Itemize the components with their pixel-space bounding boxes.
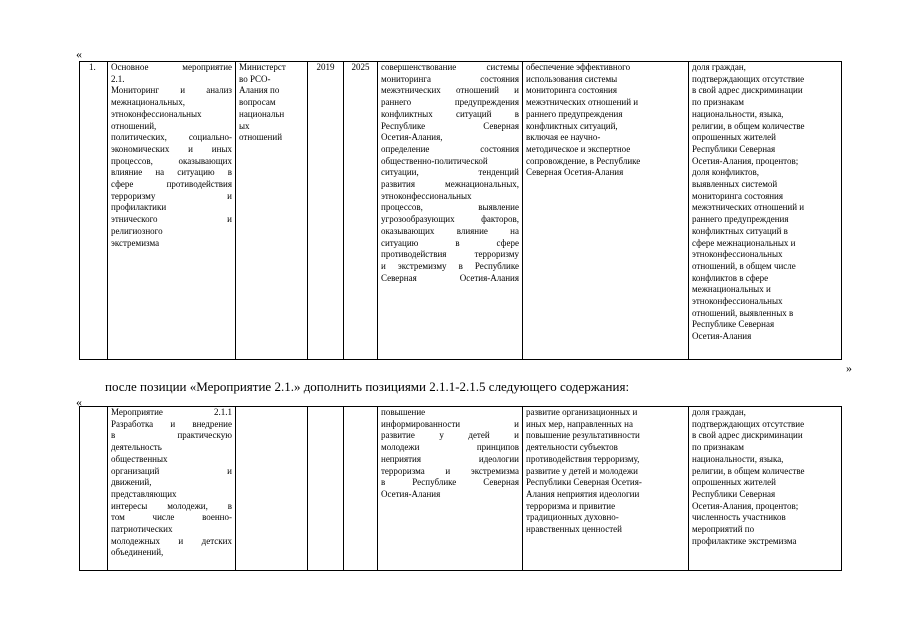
opening-quote-mark: « — [76, 47, 82, 61]
cell-text-line: определение состояния — [381, 143, 519, 154]
cell-text-line: повышение результативности — [526, 430, 640, 441]
cell-text-line: общественных — [111, 453, 168, 464]
cell-text-line: политических, социально- — [111, 132, 232, 143]
cell-text-line: численность участников — [692, 512, 786, 523]
cell-text-line: обеспечение эффективного — [526, 62, 631, 72]
cell-text-line: Министерст — [239, 62, 286, 72]
end-year-cell — [344, 407, 378, 571]
cell-text-line: движений, — [111, 477, 152, 488]
cell-text-line: том числе военно- — [111, 512, 232, 523]
cell-text-line: патриотических — [111, 524, 173, 535]
event-name-cell — [108, 407, 236, 571]
cell-text-line: Алания неприятия идеологии — [526, 488, 640, 499]
cell-text-line: информированности и — [381, 418, 519, 429]
cell-text-line: развития межнациональных, — [381, 179, 519, 190]
cell-text-line: раннего предупреждения — [381, 97, 519, 108]
cell-text-line: ситуацию в сфере — [381, 237, 519, 248]
cell-text-line: методическое и экспертное — [526, 143, 631, 154]
cell-text-line: мероприятий по — [692, 524, 755, 535]
event-name-cell — [108, 62, 236, 360]
cell-text-line: этнического и — [111, 214, 232, 225]
cell-text-line: процессов, выявление — [381, 202, 519, 213]
expected-result-cell — [523, 407, 689, 571]
cell-text-line: доля граждан, — [692, 62, 746, 72]
cell-text-line: религии, в общем количестве — [692, 465, 805, 476]
cell-text-line: терроризма и экстремизма — [381, 465, 519, 476]
cell-text-line: Республики Северная — [692, 143, 776, 154]
cell-text-line: раннего предупреждения — [526, 108, 623, 119]
cell-text-line: отношений, выявленных в — [692, 307, 794, 318]
cell-text-line: межэтнических отношений и — [381, 85, 519, 96]
cell-text-line: религиозного — [111, 225, 163, 236]
expected-result-cell — [523, 62, 689, 360]
cell-text-line: вопросам — [239, 97, 276, 108]
cell-text-line: доля граждан, — [692, 407, 746, 417]
cell-text-line: развитие организационных и — [526, 407, 638, 417]
program-table-added — [79, 406, 842, 571]
cell-text-line: профилактики — [111, 202, 167, 213]
cell-text-line: выявленных системой — [692, 179, 778, 190]
cell-text-line: Осетия-Алания, процентов; — [692, 155, 799, 166]
table-row — [80, 407, 842, 571]
cell-text-line: влияние на ситуацию в — [111, 167, 232, 178]
cell-text-line: развитие у детей и молодежи — [526, 465, 638, 476]
cell-text-line: Осетия-Алания, — [381, 132, 443, 143]
cell-text-line: Северная Осетия-Алания — [381, 272, 519, 283]
indicator-cell — [689, 62, 842, 360]
cell-text-line: профилактике экстремизма — [692, 535, 797, 546]
cell-text-line: неприятия идеологии — [381, 453, 519, 464]
cell-text-line: религии, в общем количестве — [692, 120, 805, 131]
cell-text-line: и экстремизму в Республике — [381, 260, 519, 271]
cell-text-line: Мониторинг и анализ — [111, 85, 232, 96]
executor-cell — [236, 407, 308, 571]
cell-text-line: нравственных ценностей — [526, 524, 622, 535]
cell-text-line: развитие у детей и — [381, 430, 519, 441]
cell-text-line: Республики Северная Осетия- — [526, 477, 642, 488]
cell-text-line: мониторинга состояния — [692, 190, 783, 201]
cell-text-line: опрошенных жителей — [692, 477, 776, 488]
cell-text-line: 2.1. — [111, 73, 125, 84]
cell-text-line: совершенствование системы — [381, 62, 519, 72]
cell-text-line: Осетия-Алания, процентов; — [692, 500, 799, 511]
cell-text-line: общественно-политической — [381, 155, 488, 166]
row-number — [80, 407, 108, 571]
cell-text-line: отношений — [239, 132, 283, 143]
cell-text-line: мониторинга состояния — [381, 73, 519, 84]
cell-text-line: национальности, языка, — [692, 108, 784, 119]
cell-text-line: межнациональных, — [111, 97, 185, 108]
closing-quote-mark: » — [846, 361, 852, 375]
cell-text-line: отношений, — [111, 120, 157, 131]
cell-text-line: Основное мероприятие — [111, 62, 232, 72]
cell-text-line: национальности, языка, — [692, 453, 784, 464]
executor-cell — [236, 62, 308, 360]
cell-text-line: Разработка и внедрение — [111, 418, 232, 429]
cell-text-line: раннего предупреждения — [692, 214, 789, 225]
cell-text-line: этноконфессиональных — [111, 108, 202, 119]
cell-text-line: молодежи принципов — [381, 442, 519, 453]
cell-text-line: Республики Северная — [692, 488, 776, 499]
cell-text-line: конфликтных ситуаций в — [692, 225, 788, 236]
cell-text-line: угрозообразующих факторов, — [381, 214, 519, 225]
cell-text-line: Мероприятие 2.1.1 — [111, 407, 232, 417]
cell-text-line: традиционных духовно- — [526, 512, 619, 523]
cell-text-line: Республике Северная — [381, 120, 519, 131]
start-year-cell — [308, 407, 344, 571]
cell-text-line: оказывающих влияние на — [381, 225, 519, 236]
content-cell — [378, 62, 523, 360]
row-number: 1. — [80, 62, 108, 360]
cell-text-line: экстремизма — [111, 237, 160, 248]
cell-text-line: сопровождение, в Республике — [526, 155, 641, 166]
cell-text-line: деятельность — [111, 442, 162, 453]
end-year-cell: 2025 — [344, 62, 378, 360]
amendment-instruction-text: после позиции «Мероприятие 2.1.» дополнить позициями 2.1.1-2.1.5 следующего содержания: — [105, 379, 630, 394]
cell-text-line: противодействия терроризму, — [526, 453, 640, 464]
cell-text-line: конфликтов в сфере — [692, 272, 769, 283]
cell-text-line: в Республике Северная — [381, 477, 519, 488]
cell-text-line: по признакам — [692, 97, 744, 108]
cell-text-line: мониторинга состояния — [526, 85, 617, 96]
cell-text-line: этноконфессиональных — [692, 249, 783, 260]
cell-text-line: подтверждающих отсутствие — [692, 73, 805, 84]
cell-text-line: в свой адрес дискриминации — [692, 430, 803, 441]
cell-text-line: объединений, — [111, 547, 164, 558]
cell-text-line: ых — [239, 120, 250, 131]
table-row — [80, 62, 842, 360]
cell-text-line: процессов, оказывающих — [111, 155, 232, 166]
cell-text-line: в практическую — [111, 430, 232, 441]
indicator-cell — [689, 407, 842, 571]
cell-text-line: экономических и иных — [111, 143, 232, 154]
cell-text-line: сфере противодействия — [111, 179, 232, 190]
cell-text-line: Осетия-Алания — [692, 331, 752, 342]
cell-text-line: молодежных и детских — [111, 535, 232, 546]
cell-text-line: противодействия терроризму — [381, 249, 519, 260]
cell-text-line: межэтнических отношений и — [692, 202, 805, 213]
cell-text-line: отношений, в общем числе — [692, 260, 796, 271]
cell-text-line: межэтнических отношений и — [526, 97, 639, 108]
cell-text-line: Алания по — [239, 85, 280, 96]
cell-text-line: организаций и — [111, 465, 232, 476]
content-cell — [378, 407, 523, 571]
cell-text-line: повышение — [381, 407, 426, 417]
cell-text-line: подтверждающих отсутствие — [692, 418, 805, 429]
cell-text-line: Северная Осетия-Алания — [526, 167, 624, 178]
cell-text-line: использования системы — [526, 73, 618, 84]
cell-text-line: Осетия-Алания — [381, 488, 441, 499]
cell-text-line: иных мер, направленных на — [526, 418, 633, 429]
cell-text-line: во РСО- — [239, 73, 271, 84]
cell-text-line: доля конфликтов, — [692, 167, 760, 178]
program-table-existing — [79, 61, 842, 360]
cell-text-line: по признакам — [692, 442, 744, 453]
cell-text-line: опрошенных жителей — [692, 132, 776, 143]
cell-text-line: сфере межнациональных и — [692, 237, 796, 248]
cell-text-line: включая ее научно- — [526, 132, 601, 143]
cell-text-line: терроризма и привитие — [526, 500, 616, 511]
cell-text-line: представляющих — [111, 488, 177, 499]
cell-text-line: конфликтных ситуаций, — [526, 120, 618, 131]
cell-text-line: интересы молодежи, в — [111, 500, 232, 511]
cell-text-line: Республике Северная — [692, 319, 775, 330]
opening-quote-mark-2: « — [76, 395, 82, 409]
cell-text-line: этноконфессиональных — [381, 190, 472, 201]
cell-text-line: деятельности субъектов — [526, 442, 618, 453]
cell-text-line: национальн — [239, 108, 285, 119]
cell-text-line: в свой адрес дискриминации — [692, 85, 803, 96]
cell-text-line: ситуации, тенденций — [381, 167, 519, 178]
cell-text-line: этноконфессиональных — [692, 296, 783, 307]
cell-text-line: терроризму и — [111, 190, 232, 201]
cell-text-line: межнациональных и — [692, 284, 771, 295]
start-year-cell: 2019 — [308, 62, 344, 360]
cell-text-line: конфликтных ситуаций в — [381, 108, 519, 119]
